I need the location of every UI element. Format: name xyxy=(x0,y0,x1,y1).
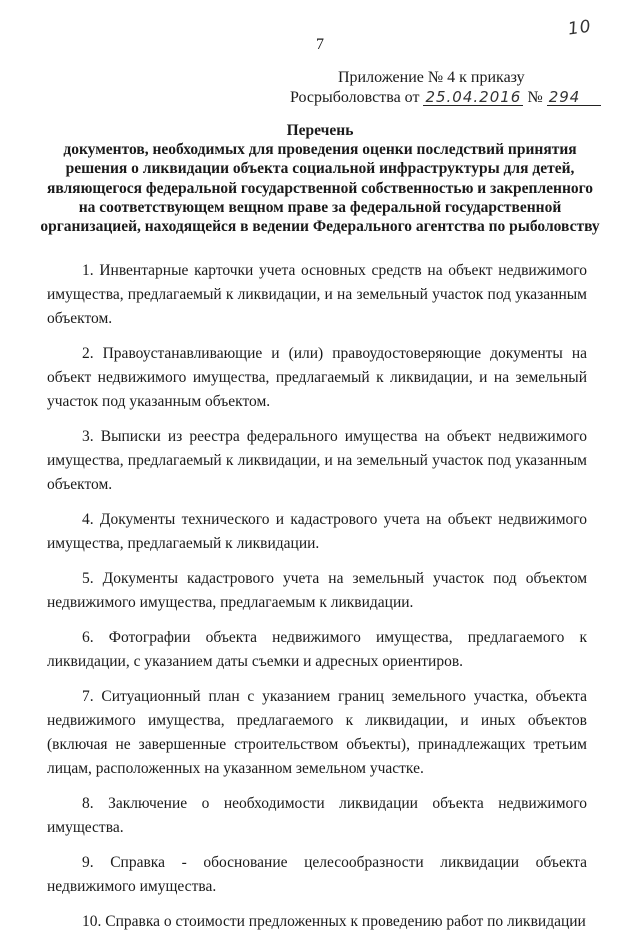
title-heading: Перечень xyxy=(286,122,354,139)
appendix-line: Приложение № 4 к приказу xyxy=(338,69,525,86)
appendix-header xyxy=(290,68,610,108)
order-reference xyxy=(290,88,610,108)
page-number: 7 xyxy=(316,36,324,53)
list-item: 1. Инвентарные карточки учета основных средств на объект недвижимого имущества, предлагаемый к ликвидации, и на земельный участок под указанным объектом. xyxy=(47,262,587,327)
list-item: 2. Правоустанавливающие и (или) правоудостоверяющие документы на объект недвижимого имущества, предлагаемый к ликвидации, и на земельный участок под указанным объектом. xyxy=(47,345,587,410)
list-item: 4. Документы технического и кадастрового учета на объект недвижимого имущества, предлагаемый к ликвидации. xyxy=(47,511,587,552)
handwritten-order-number: 294 xyxy=(547,89,601,106)
list-item: 6. Фотографии объекта недвижимого имущества, предлагаемого к ликвидации, с указанием даты съемки и адресных ориентиров. xyxy=(47,629,587,670)
number-label: № xyxy=(527,89,543,106)
list-item: 5. Документы кадастрового учета на земельный участок под объектом недвижимого имущества, предлагаемым к ликвидации. xyxy=(47,570,587,611)
list-item: 3. Выписки из реестра федерального имущества на объект недвижимого имущества, предлагаемый к ликвидации, и на земельный участок под указанным объектом. xyxy=(47,428,587,493)
handwritten-order-date: 25.04.2016 xyxy=(423,89,523,106)
list-item: 9. Справка - обоснование целесообразности ликвидации объекта недвижимого имущества. xyxy=(47,854,587,895)
document-title xyxy=(40,121,600,236)
list-item: 10. Справка о стоимости предложенных к проведению работ по ликвидации xyxy=(82,913,586,930)
handwritten-sheet-number: 10 xyxy=(566,16,593,40)
list-item: 8. Заключение о необходимости ликвидации объекта недвижимого имущества. xyxy=(47,795,587,836)
list-item: 7. Ситуационный план с указанием границ земельного участка, объекта недвижимого имущества, предлагаемого к ликвидации, и иных объектов (включая не завершенные строительством объекты), принадлежащих третьим лицам, расположенных на указанном земельном участке. xyxy=(47,688,587,777)
document-list xyxy=(47,259,587,945)
title-text: документов, необходимых для проведения оценки последствий принятия решения о ликвидации объекта социальной инфраструктуры для детей, являющегося федеральной государственной собственностью и закрепленного на соответствующем вещном праве за федеральной государственной организацией, находящейся в ведении Федерального агентства по рыболовству xyxy=(40,141,600,236)
order-prefix: Росрыболовства от xyxy=(290,89,420,106)
